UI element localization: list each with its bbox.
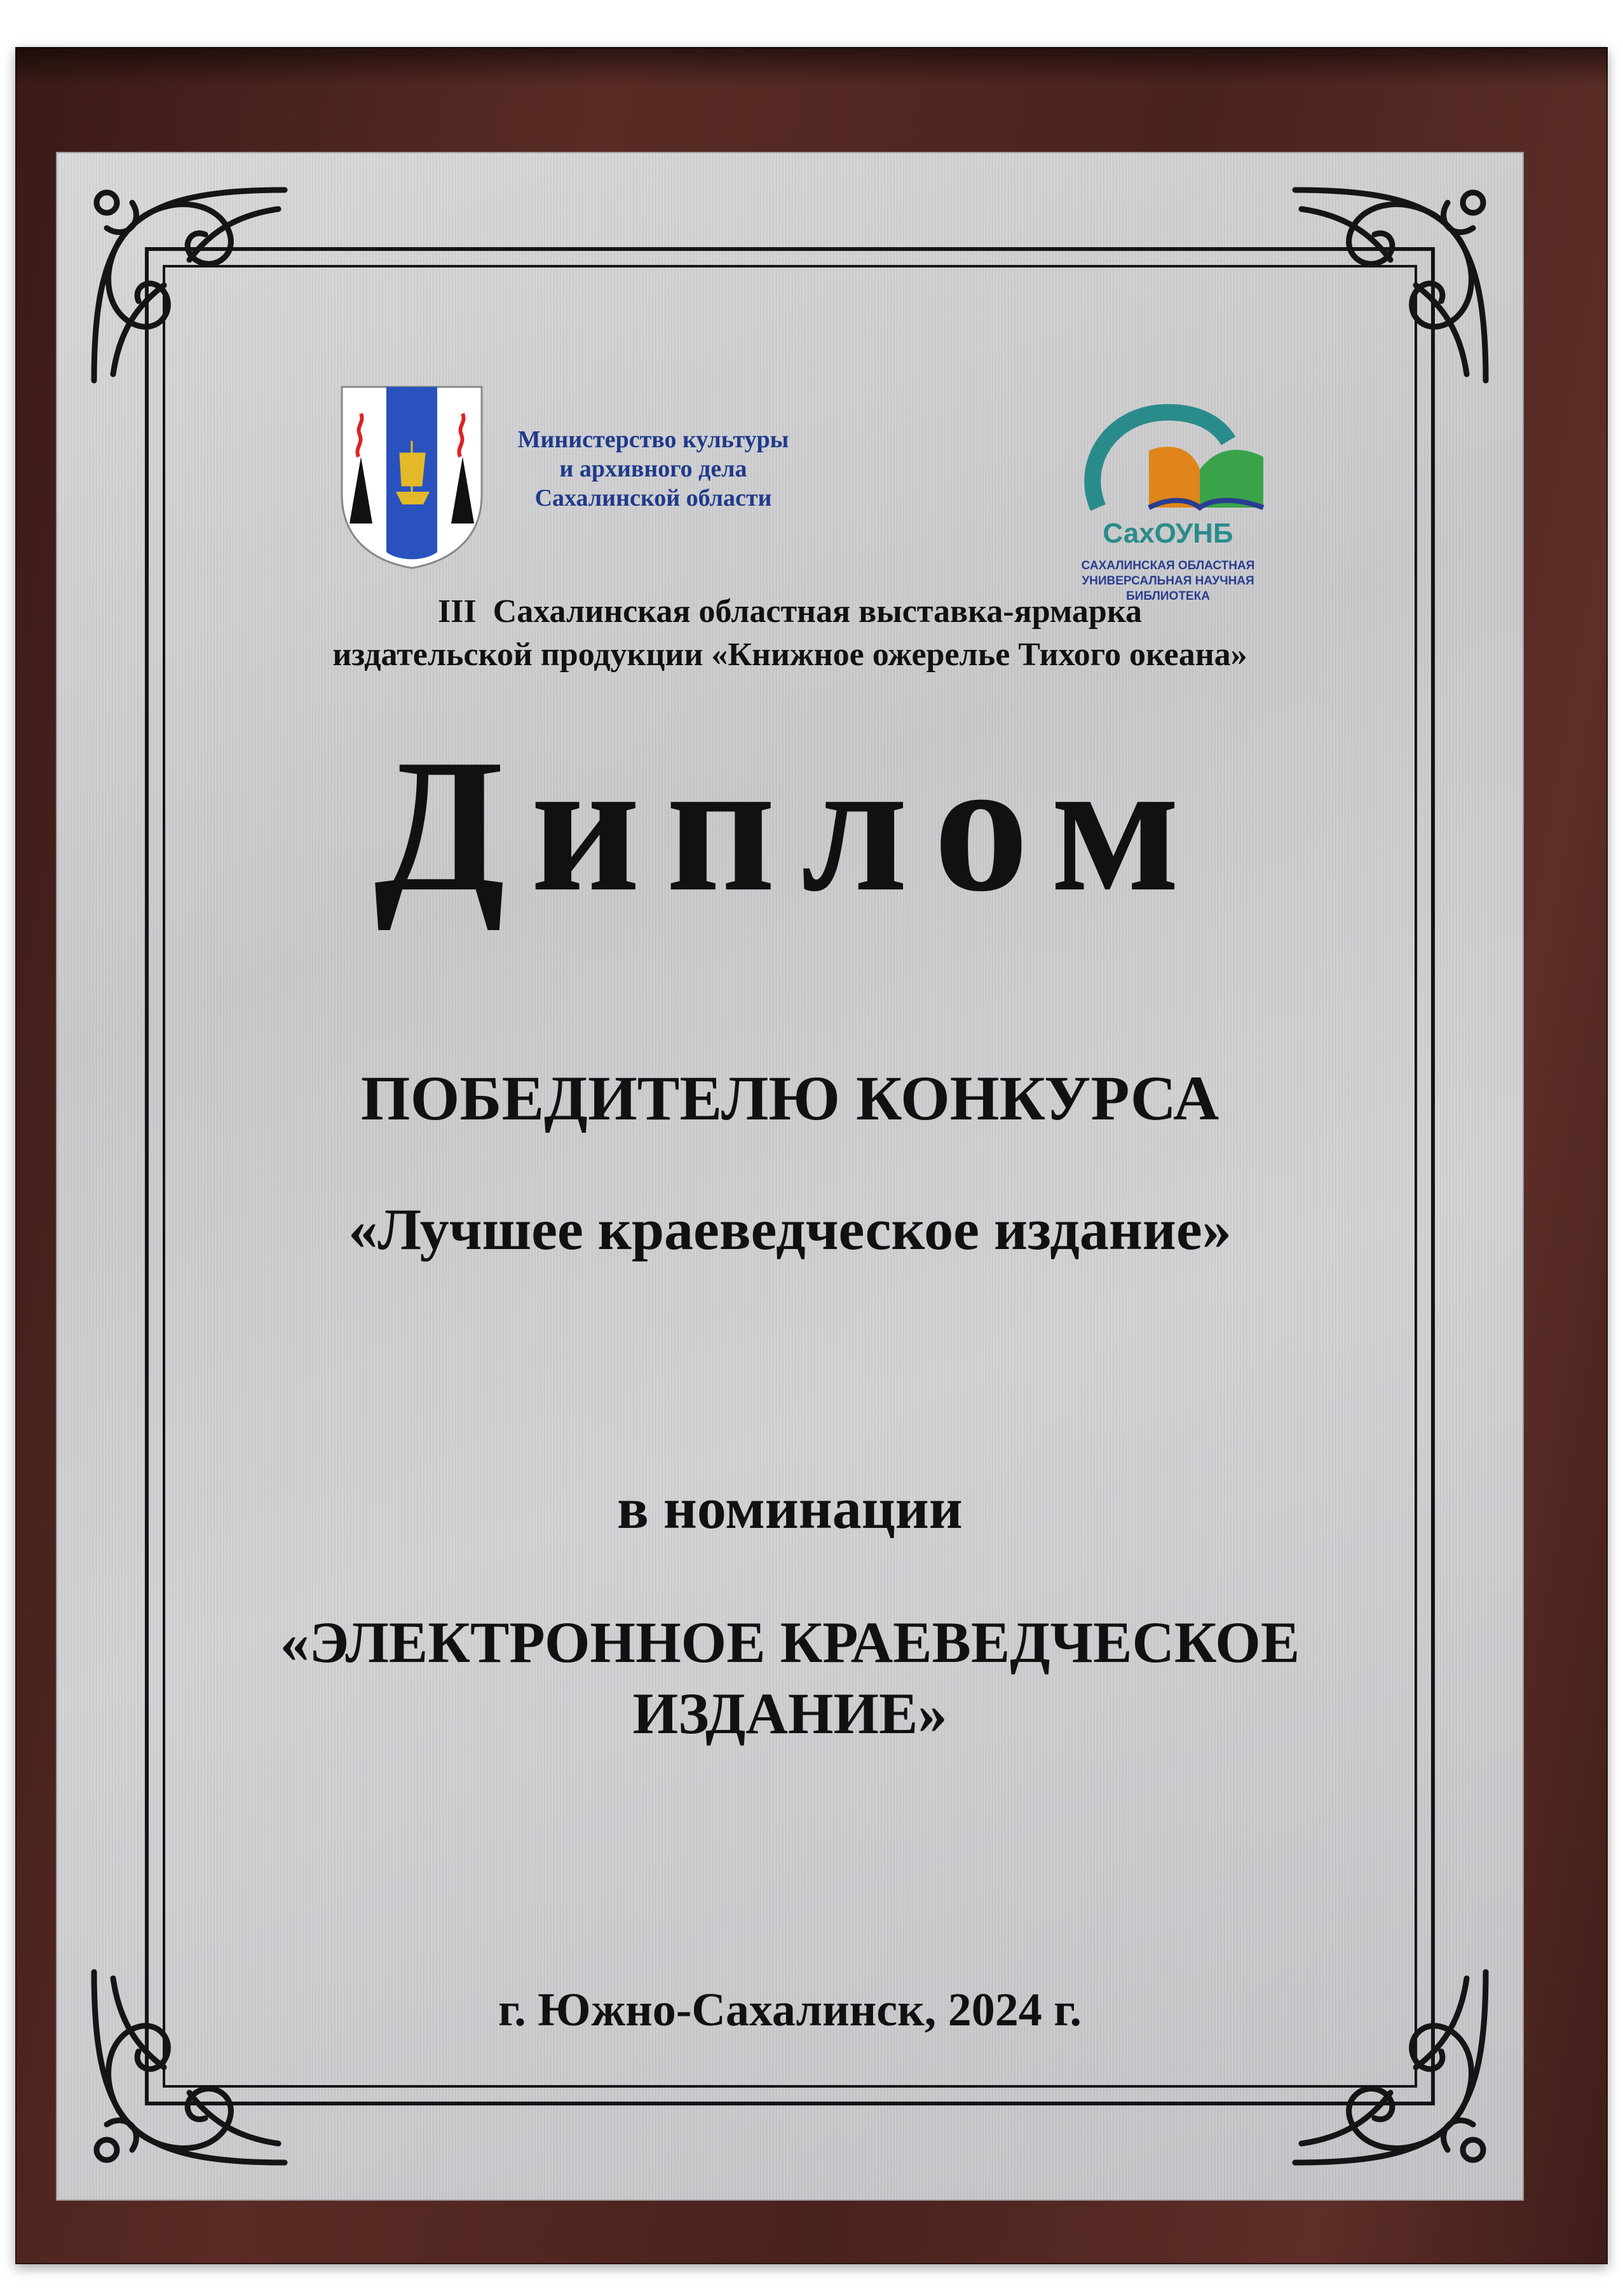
place-and-date: г. Южно-Сахалинск, 2024 г. xyxy=(498,1984,1082,2036)
corner-ornament-top-right xyxy=(1270,165,1511,406)
library-caption-line-1: САХАЛИНСКАЯ ОБЛАСТНАЯ xyxy=(1081,559,1255,572)
nomination-name-line-2: ИЗДАНИЕ» xyxy=(632,1681,947,1746)
exhibition-line-2: издательской продукции «Книжное ожерелье Тихого океана» xyxy=(332,637,1247,673)
ministry-line-2: и архивного дела xyxy=(559,456,747,482)
diploma-plaque xyxy=(15,47,1608,2264)
sakhalin-coat-of-arms-icon xyxy=(336,381,488,571)
library-logo-icon xyxy=(1054,381,1282,558)
winner-heading: ПОБЕДИТЕЛЮ КОНКУРСА xyxy=(360,1063,1219,1133)
library-caption-line-3: БИБЛИОТЕКА xyxy=(1126,590,1210,603)
ministry-name xyxy=(501,425,806,513)
diploma-plate xyxy=(56,152,1524,2201)
diploma-title: Диплом xyxy=(374,720,1206,931)
exhibition-title xyxy=(56,590,1524,677)
exhibition-line-1: III Сахалинская областная выставка-ярмарка xyxy=(437,593,1143,630)
ministry-line-3: Сахалинской области xyxy=(534,485,772,511)
corner-ornament-top-left xyxy=(69,165,310,406)
library-logo-text: СахОУНБ xyxy=(1103,518,1233,549)
nomination-intro: в номинации xyxy=(617,1476,963,1541)
nomination-name xyxy=(56,1607,1524,1749)
nomination-name-line-1: «ЭЛЕКТРОННОЕ КРАЕВЕДЧЕСКОЕ xyxy=(280,1610,1300,1675)
library-caption-line-2: УНИВЕРСАЛЬНАЯ НАУЧНАЯ xyxy=(1082,574,1254,588)
ministry-line-1: Министерство культуры xyxy=(517,426,789,453)
contest-name: «Лучшее краеведческое издание» xyxy=(348,1197,1232,1262)
